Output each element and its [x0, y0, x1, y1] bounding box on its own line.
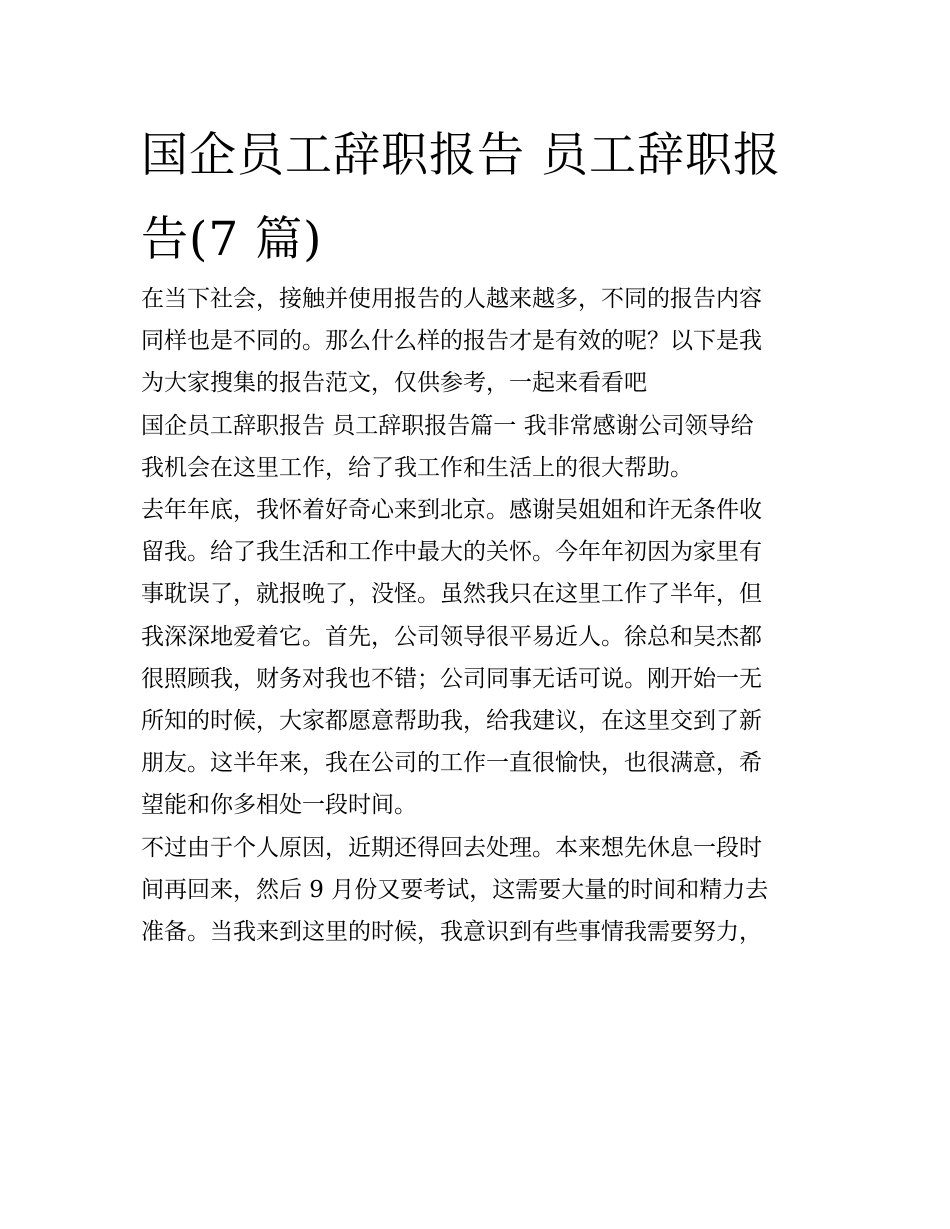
text-line: 为大家搜集的报告范文，仅供参考，一起来看看吧 — [141, 370, 647, 397]
text-line: 留我。给了我生活和工作中最大的关怀。今年年初因为家里有 — [141, 539, 762, 566]
title-line: 告(7 篇) — [141, 212, 323, 267]
text-line: 所知的时候，大家都愿意帮助我，给我建议，在这里交到了新 — [141, 708, 762, 735]
text-line: 朋友。这半年来，我在公司的工作一直很愉快，也很满意，希 — [141, 750, 762, 777]
text-line: 不过由于个人原因，近期还得回去处理。本来想先休息一段时 — [141, 834, 762, 861]
text-line: 我深深地爱着它。首先，公司领导很平易近人。徐总和吴杰都 — [141, 623, 762, 650]
paragraph-section-one — [141, 405, 821, 489]
text-line: 在当下社会，接触并使用报告的人越来越多，不同的报告内容 — [141, 286, 762, 312]
text-line: 去年年底，我怀着好奇心来到北京。感谢吴姐姐和许无条件收 — [141, 497, 762, 524]
paragraph-experience — [141, 489, 821, 827]
title-line: 国企员工辞职报告 员工辞职报 — [141, 128, 781, 183]
text-line: 很照顾我，财务对我也不错；公司同事无话可说。刚开始一无 — [141, 665, 762, 692]
text-line: 间再回来，然后 9 月份又要考试，这需要大量的时间和精力去 — [141, 876, 769, 903]
text-line: 我机会在这里工作，给了我工作和生活上的很大帮助。 — [141, 454, 693, 481]
text-line: 事耽误了，就报晚了，没怪。虽然我只在这里工作了半年，但 — [141, 581, 762, 608]
text-line: 同样也是不同的。那么什么样的报告才是有效的呢？以下是我 — [141, 328, 762, 355]
document-body — [141, 278, 821, 953]
paragraph-reason — [141, 827, 821, 954]
paragraph-intro — [141, 278, 821, 405]
text-line: 准备。当我来到这里的时候，我意识到有些事情我需要努力， — [141, 919, 762, 946]
text-line: 望能和你多相处一段时间。 — [141, 792, 417, 819]
document-title — [141, 114, 821, 282]
text-line: 国企员工辞职报告 员工辞职报告篇一 我非常感谢公司领导给 — [141, 412, 754, 439]
